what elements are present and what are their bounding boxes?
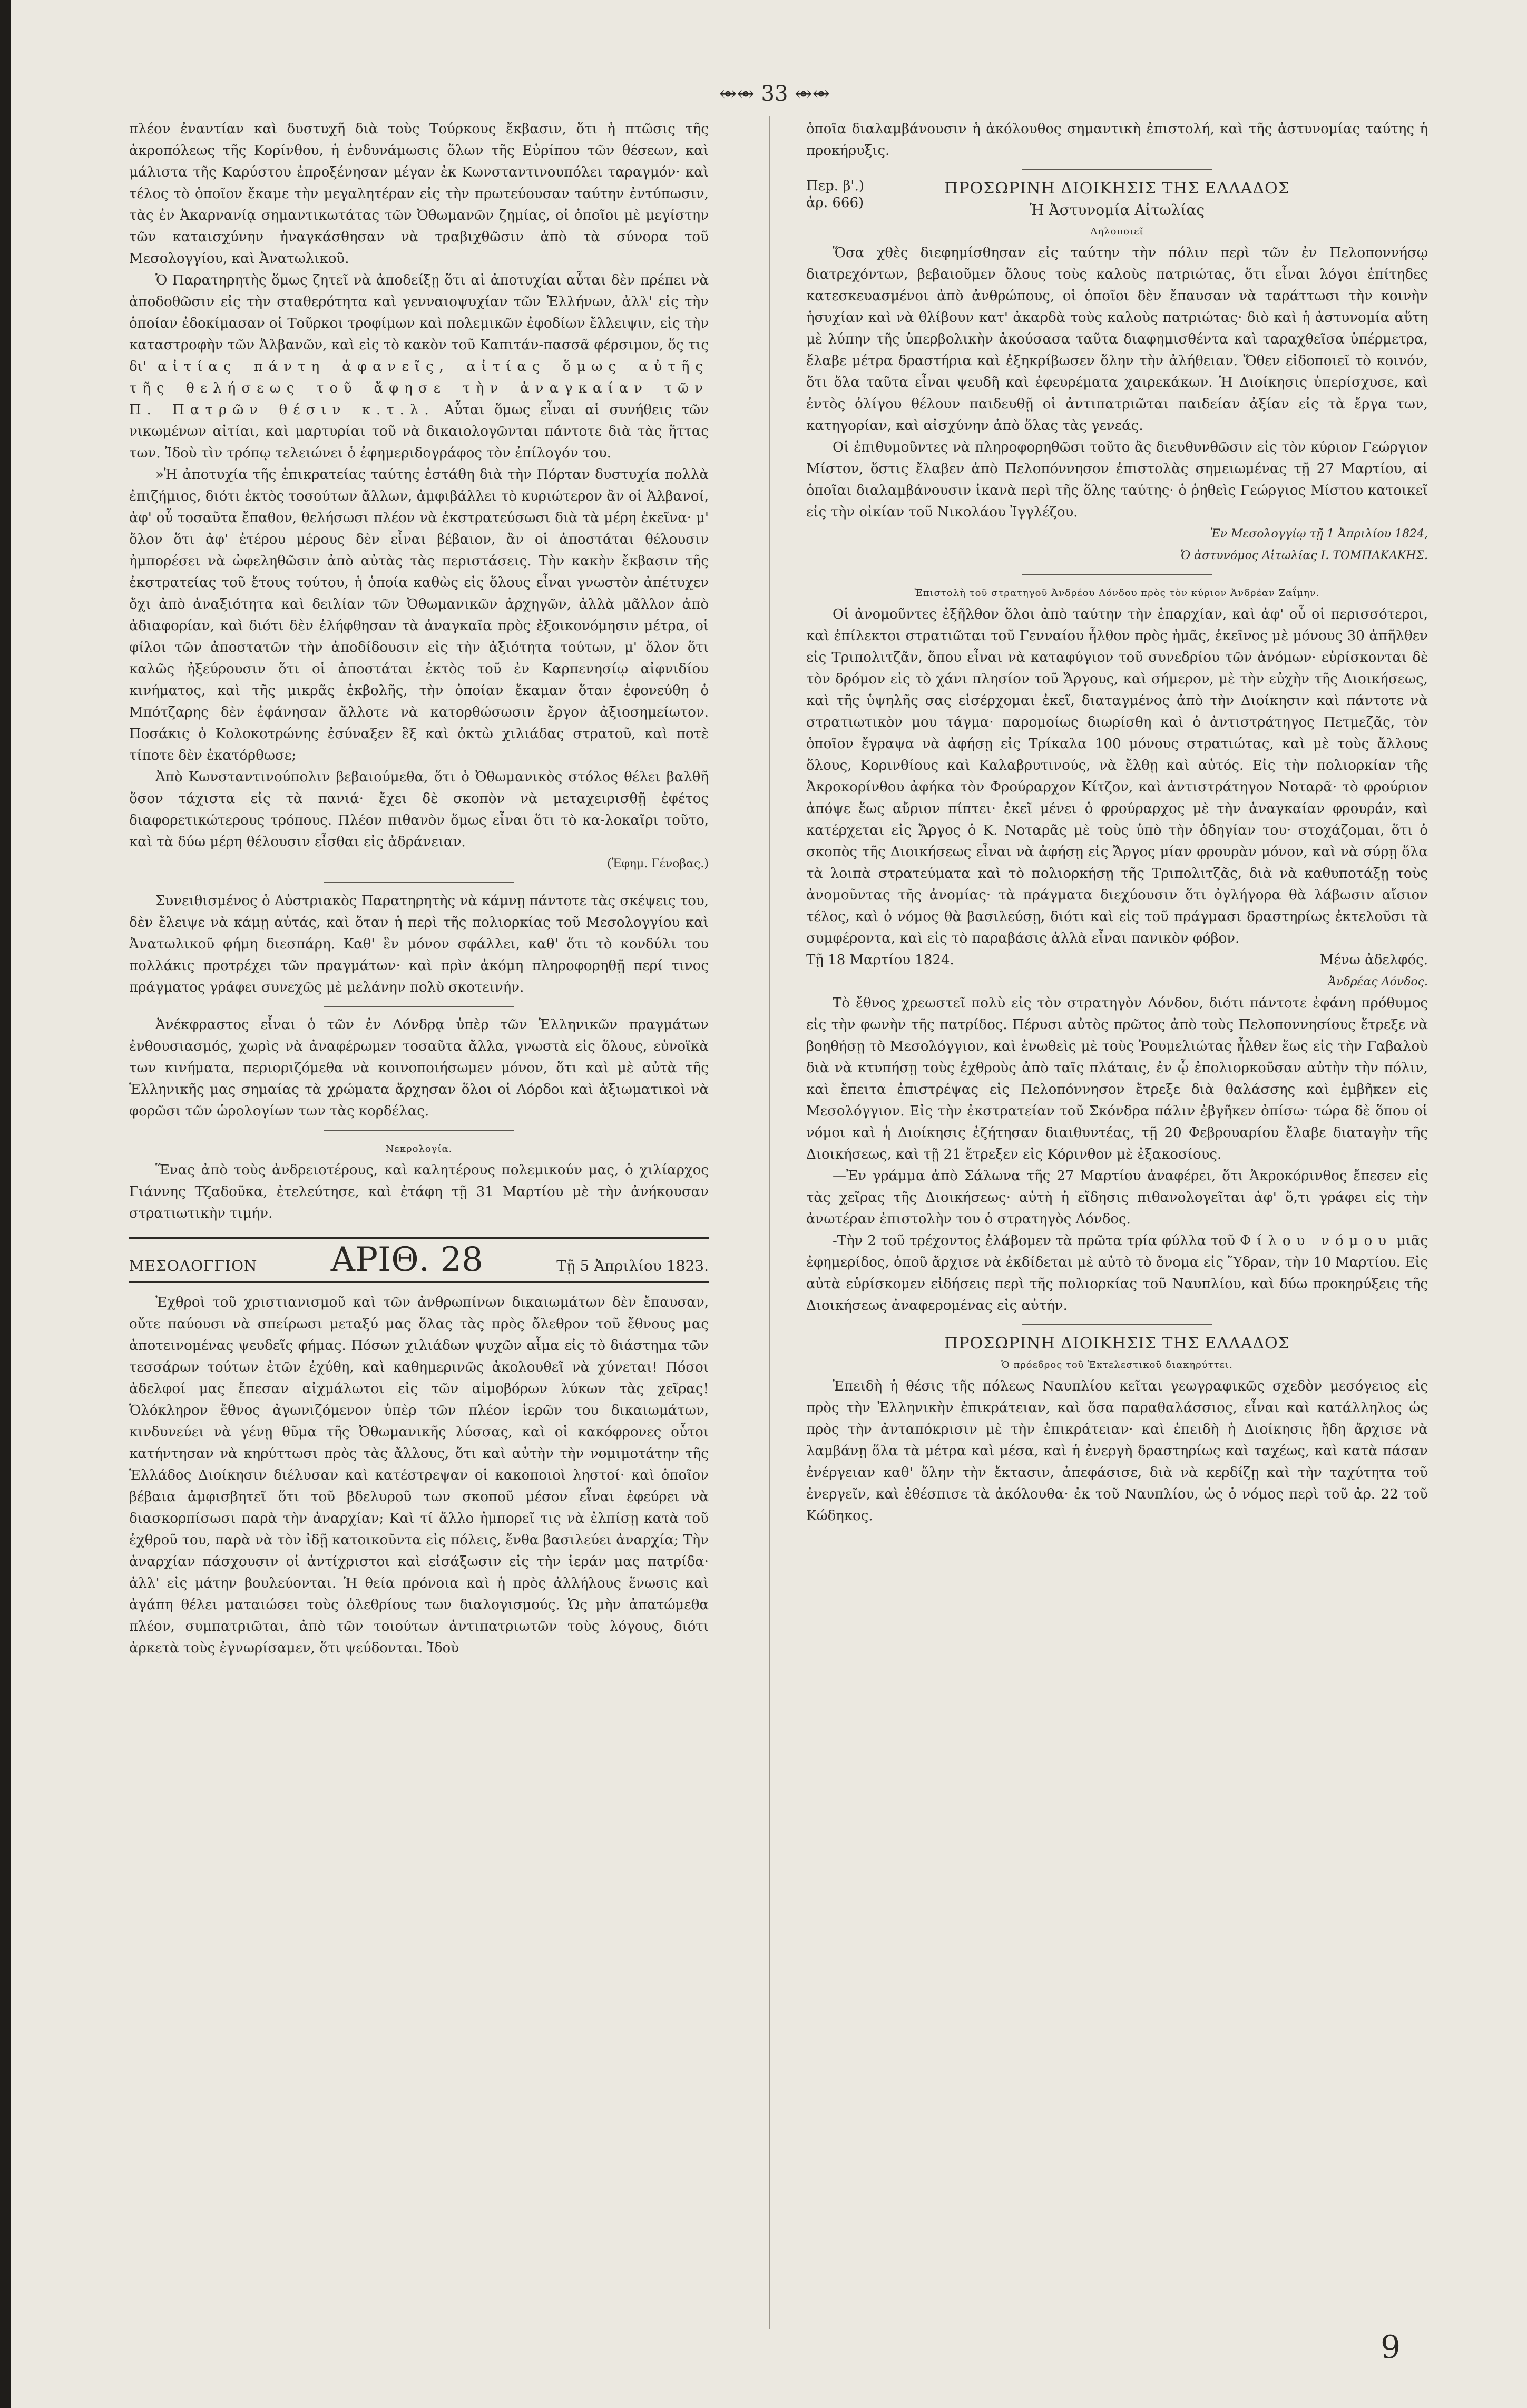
obituary-text: Ἕνας ἀπὸ τοὺς ἀνδρειοτέρους, καὶ καλητέρους πολεμικούν μας, ὁ χιλίαρχος Γιάννης Τζαδοῦκα, ἐτελεύτησε, καὶ ἐτάφη τῇ 31 Μαρτίου μὲ τὴν ἀνήκουσαν στρατιωτικὴν τιμήν. xyxy=(129,1162,709,1221)
ornament-right-icon: ⥈⥈ xyxy=(788,82,830,106)
section-rule xyxy=(324,882,514,883)
letter-date: Τῇ 18 Μαρτίου 1824. xyxy=(806,952,954,968)
source-attribution: (Ἐφημ. Γένοβας.) xyxy=(607,857,709,870)
section-rule xyxy=(1022,574,1212,575)
left-column xyxy=(129,119,709,1659)
letter-signoff xyxy=(806,950,1428,971)
article-paragraph: Συνειθισμένος ὁ Αὐστριακὸς Παρατηρητὴς νὰ κάμνῃ πάντοτε τὰς σκέψεις του, δὲν ἔλειψε νὰ κάμῃ αὐτάς, καὶ ὅταν ἡ περὶ τῆς πολιορκίας τοῦ Μεσολογγίου καὶ Ἀνατωλικοῦ φήμη διεσπάρη. Καθ' ἓν μόνον σφάλλει, καθ' ὅτι τὸ κονδύλι του πολλάκις προτρέχει τῶν πραγμάτων· καὶ πρὶν ἀκόμη πληροφορηθῇ περί τινος πράγματος γράφει συνεχῶς μὲ μελάνην πολὺ σκοτεινήν. xyxy=(129,893,709,995)
proclamation-paragraph: Οἱ ἐπιθυμοῦντες νὰ πληροφορηθῶσι τοῦτο ἂς διευθυνθῶσιν εἰς τὸν κύριον Γεώργιον Μίστον, ὅστις ἔλαβεν ἀπὸ Πελοπόννησον ἐπιστολὰς σημειωμένας τῇ 27 Μαρτίου, αἱ ὁποῖαι διαλαμβάνουσιν ἱκανὰ περὶ τῆς ὅλης ταύτης· ὁ ῥηθεὶς Γεώργιος Μίστου κατοικεῖ εἰς τὴν οἰκίαν τοῦ Νικολάου Ἰγγλέζου. xyxy=(806,439,1428,520)
section-rule xyxy=(1022,1324,1212,1325)
section-rule xyxy=(324,1130,514,1131)
proclamation-paragraph: Ὅσα χθὲς διεφημίσθησαν εἰς ταύτην τὴν πόλιν περὶ τῶν ἐν Πελοποννήσῳ διατρεχόντων, βεβαιοῦμεν ὅλους τοὺς καλοὺς πατριώτας, ὅτι εἶναι λόγοι ἐπίτηδες κατεσκευασμένοι ἀπὸ ἀνθρώπους, οἱ ὁποῖοι δὲν ἔπαυσαν νὰ ταράττωσι τὴν κοινὴν ἡσυχίαν καὶ νὰ θλίβουν κατ' ἀκαρδὰ τοὺς καλοὺς πατριώτας· διὸ καὶ ἡ ἀστυνομία αὕτη μὲ λύπην τῆς ὑπερβολικὴν ἀκούσασα ταῦτα διαφημισθέντα καὶ ταραχθεῖσα ὑπέρμετρα, ἔλαβε μέτρα δραστήρια καὶ ἐξηκρίβωσεν ὅλην τὴν ἀλήθειαν. Ὅθεν εἰδοποιεῖ τὸ κοινόν, ὅτι ὅλα ταῦτα εἶναι ψευδῆ καὶ ἐφευρέματα χαιρεκάκων. Ἡ Διοίκησις ὑπερίσχυσε, καὶ ἐντὸς ὀλίγου θέλουν παιδευθῇ οἱ ἀντιπατριῶται παιδείαν ἀξίαν εἰς τὰ ἔργα των, κατηγορίαν, καὶ αἰσχύνην ἀπὸ ὅλας τὰς γενεάς. xyxy=(806,245,1428,434)
letter-paragraph: Οἱ ἀνομοῦντες ἐξῆλθον ὅλοι ἀπὸ ταύτην τὴν ἐπαρχίαν, καὶ ἀφ' οὗ οἱ περισσότεροι, καὶ ἐπίλεκτοι στρατιῶται τοῦ Γενναίου ἦλθον πρὸς ἡμᾶς, ἐκεῖνος μὲ μόνους 30 ἀπῆλθεν εἰς Τριπολιτζᾶν, ὅπου εἶναι νὰ καταφύγιον τοῦ συνεδρίου τῶν ἀνόμων· εὑρίσκονται δὲ τὸν δρόμον εἰς τὸ χάνι πλησίον τοῦ Ἄργους, καὶ σήμερον, μὲ τὴν εὐχὴν τῆς Διοικήσεως, καὶ τῆς ὑψηλῆς σας εἰσέρχομαι ἐκεῖ, διαταγμένος ἀπὸ τὴν Διοίκησιν καὶ πάντοτε νὰ στρατιωτικὸν μου τάγμα· παρομοίως διωρίσθη καὶ ὁ ἀντιστράτηγος Πετμεζᾶς, τὸν ὁποῖον ἔγραψα νὰ ἀφήσῃ εἰς Τρίκαλα 100 μόνους στρατιώτας, καὶ μὲ τοὺς ἄλλους ὅλους, Κορινθίους καὶ Καλαβρυτινούς, νὰ ἔλθῃ καὶ αὐτός. Εἰς τὴν πολιορκίαν τῆς Ἀκροκορίνθου ἀφήκα τὸν Φρούραρχον Κίτζον, καὶ ἀντιστράτηγον Νοταρᾶ· τὸ φρούριον ἀπόψε ἕως αὔριον πίπτει· ἐκεῖ μένει ὁ φρούραρχος μὲ τὴν ἀναγκαίαν φρουράν, καὶ κατέρχεται εἰς Ἄργος ὁ Κ. Νοταρᾶς μὲ τοὺς ὑπὸ τὴν ὁδηγίαν του· στοχάζομαι, ὅτι ὁ σκοπὸς τῆς Διοικήσεως εἶναι νὰ ἀφήσῃ εἰς Ἄργος μίαν φρουρὰν μόνον, καὶ νὰ σύρῃ ὅλα τὰ λοιπὰ στρατεύματα καὶ τὸ πολιορκήσῃ τῆς Τριπολιτζᾶς, διὰ νὰ καθυποτάξῃ τοὺς ἀνομοῦντας τῆς ἀνομίας· τὰ πράγματα διεχύουσιν ὅτι ὀγλήγορα θὰ λάβωσιν αἴσιον τέλος, καὶ ὁ νόμος θὰ βασιλεύσῃ, διότι καὶ εἰς τοῦ πράγμασι δραστηρίως ἐκτελοῦσι τὰ συμφέροντα, καὶ εἰς τὸ παραβάσις ἀλλὰ εἶναι πανικὸν φόβον. xyxy=(806,606,1428,946)
article-paragraph: Ἀνέκφραστος εἶναι ὁ τῶν ἐν Λόνδρᾳ ὑπὲρ τῶν Ἑλληνικῶν πραγμάτων ἐνθουσιασμός, χωρὶς νὰ ἀναφέρωμεν τοσαῦτα ἄλλα, γνωστὰ εἰς ὅλους, εὐνοϊκὰ των κινήματα, περιοριζόμεθα νὰ κοινοποιήσωμεν μόνον, ὅτι καὶ μὲ αὐτὰ τῆς Ἑλληνικῆς μας σημαίας τὰ χρώματα ἄρχησαν ὅλοι οἱ Λόρδοι καὶ ἀξιωματικοὶ νὰ φορῶσι τῶν ὡρολογίων των τὰς κορδέλας. xyxy=(129,1017,709,1119)
newspaper-name: Φίλου νόμου xyxy=(1239,1233,1392,1249)
ornament-left-icon: ⥈⥈ xyxy=(719,82,761,106)
editorial-paragraph: Ἐχθροὶ τοῦ χριστιανισμοῦ καὶ τῶν ἀνθρωπίνων δικαιωμάτων δὲν ἔπαυσαν, οὔτε παύουσι νὰ σπείρωσι μεταξύ μας ὅλας τὰς πρὸς ὄλεθρον τοῦ ἔθνους μας ἀποτεινομένας ψευδεῖς φήμας. Πόσων χιλιάδων ψυχῶν αἷμα εἰς τὸ διάστημα τῶν τεσσάρων τούτων ἐτῶν ἐχύθη, καὶ καθημερινῶς ἀκολουθεῖ νὰ χύνεται! Πόσοι ἀδελφοί μας ἔπεσαν αἰχμάλωτοι εἰς τῶν αἱμοβόρων λύκων τὰς χεῖρας! Ὁλόκληρον ἔθνος ἀγωνιζόμενον ὑπὲρ τῶν πλέον ἱερῶν του δικαιωμάτων, κινδυνεύει νὰ γένῃ θῦμα τῆς Ὀθωμανικῆς λύσσας, καὶ οἱ κακόφρονες οὗτοι κατήντησαν νὰ κηρύττωσι πρὸς τὰς ἄλλους, ὅτι καὶ αὐτὴν τὴν νομιμοτάτην τῆς Ἑλλάδος Διοίκησιν διέλυσαν καὶ κατέστρεψαν οἱ κακοποιοὶ ληστοί· καὶ ὁποῖον βέβαια ἀμφισβητεῖ ὅτι τοῦ βδελυροῦ των σκοποῦ μέσον εἶναι ἐφεύρει νὰ διασκορπίσωσι παρὰ τὴν ἀναρχίαν; Καὶ τί ἄλλο ἠμπορεῖ τις νὰ ἐλπίσῃ κατὰ τοῦ ἐχθροῦ του, παρὰ νὰ τὸν ἰδῇ κατοικοῦντα εἰς πόλεις, ἔνθα βασιλεύει ἀναρχία; Τὴν ἀναρχίαν πάσχουσιν οἱ ἀντίχριστοι καὶ εἰσάξωσιν εἰς τὴν ἱεράν μας πατρίδα· ἀλλ' εἰς μάτην βουλεύονται. Ἡ θεία πρόνοια καὶ ἡ πρὸς ἀλλήλους ἕνωσις καὶ ἀγάπη θέλει ματαιώσει τοὺς ὀλεθρίους των διαλογισμούς. Ὡς μὴν ἀπατώμεθα πλέον, συμπατριῶται, ἀπὸ τῶν τοιούτων ἀντιπατριωτῶν τοὺς λόγους, διότι ἀρκετὰ τοὺς ἐγνωρίσαμεν, ὅτι ψεύδονται. Ἰδοὺ xyxy=(129,1295,709,1656)
decree-subtitle: Ὁ πρόεδρος τοῦ Ἐκτελεστικοῦ διακηρύττει. xyxy=(1001,1359,1233,1371)
declaration-label: Δηλοποιεῖ xyxy=(1090,226,1144,237)
letter-title: Ἐπιστολὴ τοῦ στρατηγοῦ Ἀνδρέου Λόνδου πρὸς τὸν κύριον Ἀνδρέαν Ζαΐμην. xyxy=(914,588,1320,599)
letter-close: Μένω ἀδελφός. xyxy=(1319,952,1428,968)
scan-edge xyxy=(0,0,11,2408)
authority-heading: Ἡ Ἀστυνομία Αἰτωλίας xyxy=(1029,201,1205,219)
obituary-title: Νεκρολογία. xyxy=(385,1143,453,1154)
page-number: ⥈⥈ 33 ⥈⥈ xyxy=(719,82,830,106)
article-paragraph: Ἀπὸ Κωνσταντινούπολιν βεβαιούμεθα, ὅτι ὁ Ὀθωμανικὸς στόλος θέλει βαλθῆ ὅσον τάχιστα εἰς τὰ πανιά· ἔχει δὲ σκοπὸν νὰ μεταχειρισθῇ ἐφέτος διαφορετικώτερους τρόπους. Πλέον πιθανὸν ὅμως εἶναι ὅτι τὸ κα-λοκαῖρι τοῦτο, καὶ τὰ δύω μέρη θέλουσιν εἶσθαι εἰς ἀδράνειαν. xyxy=(129,769,709,850)
signature-place-date: Ἐν Μεσολογγίῳ τῇ 1 Ἀπριλίου 1824, xyxy=(1210,527,1428,541)
masthead-date: Τῇ 5 Ἀπριλίου 1823. xyxy=(556,1257,709,1275)
right-column xyxy=(806,119,1428,1527)
article-paragraph: Τὸ ἔθνος χρεωστεῖ πολὺ εἰς τὸν στρατηγὸν Λόνδον, διότι πάντοτε ἐφάνη πρόθυμος εἰς τὴν φωνὴν τῆς πατρίδος. Πέρυσι αὐτὸς πρῶτος ἀπὸ τοὺς Πελοποννησίους ἔτρεξε νὰ βοηθήσῃ τὸ Μεσολόγγιον, καὶ ἑνωθεὶς μὲ τοὺς Ῥουμελιώτας ἦλθεν ἕως εἰς τὴν Γαβαλοὺ διὰ νὰ κτυπήσῃ τοὺς ἐχθροὺς ἀπὸ ταῖς πλάταις, ἐν ᾧ ἐπολιορκοῦσαν αὐτὴν τὴν πόλιν, καὶ ἔπειτα ἐπιστρέψας εἰς Πελοπόννησον ἔτρεξε διὰ θαλάσσης καὶ ἐμβῆκεν εἰς Μεσολόγγιον. Εἰς τὴν ἐκστρατείαν τοῦ Σκόνδρα πάλιν ἐβγῆκεν ὀπίσω· τώρα δὲ ὅπου οἱ νόμοι καὶ ἡ Διοίκησις ἐζήτησαν διαιθυντέας, τῇ 20 Φεβρουαρίου ἔλαβε διαταγὴν τῆς Διοικήσεως, καὶ τῇ 21 ἔτρεξεν εἰς Κόρινθον μὲ ἐξακοσίους. xyxy=(806,995,1428,1162)
reference-number: Πεp. β'.) ἀρ. 666) xyxy=(806,178,864,211)
government-heading: ΠΡΟΣΩΡΙΝΗ ΔΙΟΙΚΗΣΙΣ ΤΗΣ ΕΛΛΑΔΟΣ xyxy=(944,179,1290,198)
decree-paragraph: Ἐπειδὴ ἡ θέσις τῆς πόλεως Ναυπλίου κεῖται γεωγραφικῶς σχεδὸν μεσόγειος εἰς πρὸς τὴν Ἑλληνικὴν ἐπικράτειαν, καὶ ὅσα παραθαλάσσιος, εἶναι καὶ κατάλληλος ὡς πρὸς τὴν ἀνταπόκρισιν μὲ τὴν ἐπικράτειαν· καὶ ἐπειδὴ ἡ Διοίκησις ἤδη ἄρχισε νὰ λαμβάνῃ ὅλα τὰ μέτρα καὶ μέσα, καὶ ἡ ἐνεργὴ δραστηρίως καὶ ταχέως, καὶ κατὰ πάσαν ἐνέργειαν καθ' ὅλην τὴν ἔκτασιν, ἀπεφάσισε, διὰ νὰ κερδίζῃ καὶ τὴν ταχύτητα τοῦ ἐνεργεῖν, καὶ ἐθέσπισε τὰ ἀκόλουθα· ἐκ τοῦ Ναυπλίου, ὡς ὁ νόμος περὶ τοῦ ἀρ. 22 τοῦ Κώδηκος. xyxy=(806,1378,1428,1524)
spaced-quote: αἰτίας πάντη ἀφανεῖς, αἰτίας ὅμως αὐτῆς τῆς θελήσεως τοῦ ἄφησε τὴν ἀναγκαίαν τῶν Π. Πατρῶν θέσιν κ.τ.λ. xyxy=(129,359,709,418)
article-paragraph: ὁποῖα διαλαμβάνουσιν ἡ ἀκόλουθος σημαντικὴ ἐπιστολή, καὶ τῆς ἀστυνομίας ταύτης ἡ προκήρυξις. xyxy=(806,121,1428,159)
masthead-place: ΜΕΣΟΛΟΓΓΙΟΝ xyxy=(129,1257,258,1275)
government-heading: ΠΡΟΣΩΡΙΝΗ ΔΙΟΙΚΗΣΙΣ ΤΗΣ ΕΛΛΑΔΟΣ xyxy=(944,1334,1290,1353)
section-rule xyxy=(324,1006,514,1007)
signature-name: Ὁ ἀστυνόμος Αἰτωλίας Ι. ΤΟΜΠΑΚΑΚΗΣ. xyxy=(1180,549,1428,562)
masthead-number: ΑΡΙΘ. 28 xyxy=(330,1240,483,1279)
column-divider xyxy=(769,116,770,2329)
section-rule xyxy=(1022,169,1212,170)
corner-mark: 9 xyxy=(1381,2329,1401,2366)
article-paragraph: -Τὴν 2 τοῦ τρέχοντος ἐλάβομεν τὰ πρῶτα τρία φύλλα τοῦ Φίλου νόμου μιᾶς ἐφημερίδος, ὁποῦ ἄρχισε νὰ ἐκδίδεται μὲ αὐτὸ τὸ ὄνομα εἰς Ὕδραν, τὴν 10 Μαρτίου. Εἰς αὐτὰ εὑρίσκομεν εἰδήσεις περὶ τῆς πολιορκίας τοῦ Ναυπλίου, καὶ δύω προκηρύξεις τῆς Διοικήσεως ἀναφερομένας εἰς αὐτήν. xyxy=(806,1233,1428,1314)
issue-masthead xyxy=(129,1237,709,1283)
newspaper-page xyxy=(11,0,1527,2408)
article-paragraph: Ὁ Παρατηρητὴς ὅμως ζητεῖ νὰ ἀποδείξῃ ὅτι αἱ ἀποτυχίαι αὗται δὲν πρέπει νὰ ἀποδοθῶσιν εἰς τὴν σταθερότητα καὶ γενναιοψυχίαν τῶν Ἑλλήνων, ἀλλ' εἰς τὴν ὁποίαν ἐδοκίμασαν οἱ Τοῦρκοι τροφίμων καὶ πολεμικῶν ἐφοδίων ἔλλειψιν, εἰς τὴν καταστροφὴν τῶν Ἀλβανῶν, καὶ εἰς τὸ κακὸν τοῦ Καπιτάν-πασσᾶ φέρσιμον, ὅς τις δι' αἰτίας πάντη ἀφανεῖς, αἰτίας ὅμως αὐτῆς τῆς θελήσεως τοῦ ἄφησε τὴν ἀναγκαίαν τῶν Π. Πατρῶν θέσιν κ.τ.λ. Αὗται ὅμως εἶναι αἱ συνήθεις τῶν νικωμένων αἰτίαι, καὶ μαρτυρίαι τοῦ νὰ δικαιολογῶνται πάντοτε διὰ τὰς ἥττας των. Ἰδοὺ τὶν τρόπῳ τελειώνει ὁ ἐφημεριδογράφος τὸν ἐπίλογόν του. xyxy=(129,272,709,461)
letter-signer: Ἀνδρέας Λόνδος. xyxy=(1328,975,1428,988)
quotation-paragraph: »Ἡ ἀποτυχία τῆς ἐπικρατείας ταύτης ἐστάθη διὰ τὴν Πόρταν δυστυχία πολλὰ ἐπιζήμιος, διότι ἐκτὸς τοσούτων ἄλλων, ἀμφιβάλλει τὸ κυριώτερον ἂν οἱ Ἀλβανοί, ἀφ' οὗ τοσαῦτα ἔπαθον, θελήσωσι πλέον νὰ ἐκστρατεύσωσι διὰ τὰ μέρη ἐκεῖνα· μ' ὅλον ὅτι ἀφ' ἑτέρου μέρους δὲν εἶναι βέβαιον, ἂν οἱ ἀποστάται θέλουσιν ἠμπορέσει νὰ ὠφεληθῶσιν ἀπὸ αὐτὰς τὰς περιστάσεις. Τὴν κακὴν ἔκβασιν τῆς ἐκστρατείας τοῦ ἔτους τούτου, ἡ ὁποία καθὼς εἰς ὅλους εἶναι γνωστὸν ἀπέτυχεν ὄχι ἀπὸ ἀναξιότητα καὶ δειλίαν τῶν Ὀθωμανικῶν ἀρχηγῶν, ἀλλὰ μᾶλλον ἀπὸ ἀδιαφορίαν, καὶ διότι δὲν ἐλήφθησαν τὰ ἀναγκαῖα πρὸς ἐξοικονόμησιν μέτρα, οἱ φίλοι τῶν ἀποστατῶν τὴν ἀποδίδουσιν εἰς τὴν ἀξιότητα τούτων, μ' ὅλον ὅτι καλῶς ἠξεύρουσιν ὅτι οἱ ἀποστάται ἐκτὸς τοῦ ἐν Καρπενησίῳ αἰφνιδίου κινήματος, καὶ τῆς μικρᾶς ἐκβολῆς, τὴν ὁποίαν ἔκαμαν ὅταν ἐφονεύθη ὁ Μπότζαρης δὲν ἐφάνησαν ἄλλοτε νὰ κατορθώσωσιν ἔργον ἀξιοσημείωτον. Ποσάκις ὁ Κολοκοτρώνης ἐσύναξεν ἓξ καὶ ὀκτὼ χιλιάδας στρατοῦ, καὶ ποτὲ τίποτε δὲν ἐκατόρθωσε; xyxy=(129,467,709,763)
police-proclamation-header xyxy=(806,178,1428,242)
article-paragraph: πλέον ἐναντίαν καὶ δυστυχῆ διὰ τοὺς Τούρκους ἔκβασιν, ὅτι ἡ πτῶσις τῆς ἀκροπόλεως τῆς Κορίνθου, ἡ ἐνδυνάμωσις ὅλων τῆς Εὐρίπου τῶν θέσεων, καὶ μάλιστα τῆς Καρύστου ἐπροξένησαν μέγαν ἐκ Κωνσταντινουπόλει ταραγμόν· καὶ τέλος τὸ ὁποῖον ἔκαμε τὴν μεγαλητέραν εἰς τὴν πρωτεύουσαν ταύτην ἐντύπωσιν, τὰς ἐν Ἀκαρνανίᾳ σημαντικωτάτας τῶν Ὀθωμανῶν ζημίας, οἱ ὁποῖοι μὲ μεγίστην τῶν καταισχύνην ἠναγκάσθησαν νὰ τραβιχθῶσιν ἀπὸ τὰ σύνορα τοῦ Μεσολογγίου, καὶ Ἀνατωλικοῦ. xyxy=(129,121,709,267)
article-paragraph: —Ἐν γράμμα ἀπὸ Σάλωνα τῆς 27 Μαρτίου ἀναφέρει, ὅτι Ἀκροκόρινθος ἔπεσεν εἰς τὰς χεῖρας τῆς Διοικήσεως· αὐτὴ ἡ εἴδησις πιθανολογεῖται ἀφ' ὅ,τι γράφει εἰς τὴν ἀνωτέραν ἐπιστολὴν του ὁ στρατηγὸς Λόνδος. xyxy=(806,1168,1428,1227)
